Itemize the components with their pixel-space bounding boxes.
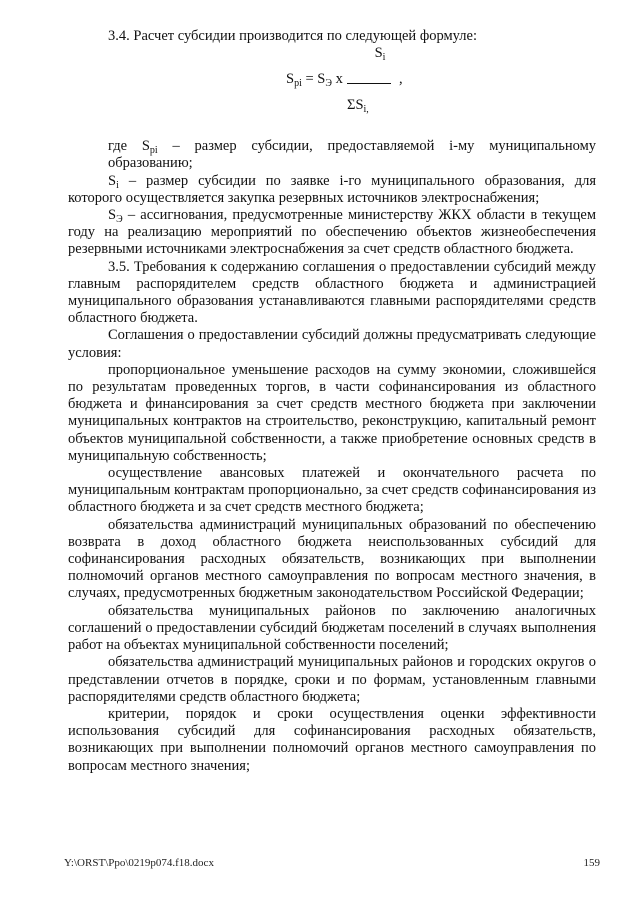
formula-comma: , xyxy=(399,71,403,88)
definition-se: $S_Э$ – ассигнования, предусмотренные министерству ЖКХ области в текущем году на реализацию мероприятий по обеспечению объектов жизнеобеспечения резервными источниками электроснабжения за счет средств областного бюджета. xyxy=(68,207,596,258)
document-body xyxy=(68,28,596,775)
page-number: 159 xyxy=(583,857,600,869)
fraction-bar xyxy=(347,83,391,84)
formula-main-line: $S_{pi} = S_Э$ х xyxy=(286,71,343,90)
condition-advance-payments: осуществление авансовых платежей и окончательного расчета по муниципальным контрактам пропорционально, за счет средств софинансирования из областного бюджета и за счет средств местного бюджета; xyxy=(68,465,596,516)
subsidy-formula xyxy=(68,45,596,129)
agreement-conditions-intro: Соглашения о предоставлении субсидий должны предусматривать следующие условия: xyxy=(68,327,596,361)
definition-si: $S_i$ – размер субсидии по заявке i-го муниципального образования, для которого осуществляется закупка резервных источников электроснабжения; xyxy=(68,172,596,206)
definition-spi: где $S_{pi}$ – размер субсидии, предоставляемой i-му муниципальному образованию; xyxy=(108,138,596,172)
condition-efficiency-criteria: критерии, порядок и сроки осуществления оценки эффективности использования субсидий для софинансирования расходных обязательств, возникающих при выполнении полномочий органов местного самоуправления по вопросам местного значения; xyxy=(68,705,596,774)
section-3-5: 3.5. Требования к содержанию соглашения о предоставлении субсидий между главным распорядителем средств областного бюджета и администрацией муниципального образования устанавливаются главными распорядителями средств областного бюджета. xyxy=(68,258,596,327)
condition-proportional-reduction: пропорциональное уменьшение расходов на сумму экономии, сложившейся по результатам проведенных торгов, в части софинансирования из областного бюджета и финансирования за счет средств местного бюджета при заключении муниципальных контрактов на строительство, реконструкцию, капитальный ремонт объектов муниципальной собственности, а также приобретение основных средств в муниципальную собственность; xyxy=(68,361,596,464)
condition-reporting: обязательства администраций муниципальных районов и городских округов о представлении отчетов в порядке, сроки и по формам, установленным главными распорядителями средств областного бюджета; xyxy=(68,654,596,705)
section-3-4-intro: 3.4. Расчет субсидии производится по следующей формуле: xyxy=(108,28,477,44)
page-footer xyxy=(64,857,600,871)
condition-return-unused-subsidies: обязательства администраций муниципальных образований по обеспечению возврата в доход областного бюджета неиспользованных субсидий для софинансирования расходных обязательств, возникающих при выполнении полномочий органов местного самоуправления по вопросам местного значения, в случаях, предусмотренных бюджетным законодательством Российской Федерации; xyxy=(68,516,596,602)
footer-file-path: Y:\ORST\Ppo\0219p074.f18.docx xyxy=(64,857,214,869)
formula-numerator: $S_i$ xyxy=(374,45,386,64)
formula-denominator: $\Sigma S_{i,}$ xyxy=(347,97,369,116)
condition-district-agreements: обязательства муниципальных районов по заключению аналогичных соглашений о предоставлении субсидий бюджетам поселений в случаях выполнения работ на объектах муниципальной собственности поселений; xyxy=(68,602,596,654)
